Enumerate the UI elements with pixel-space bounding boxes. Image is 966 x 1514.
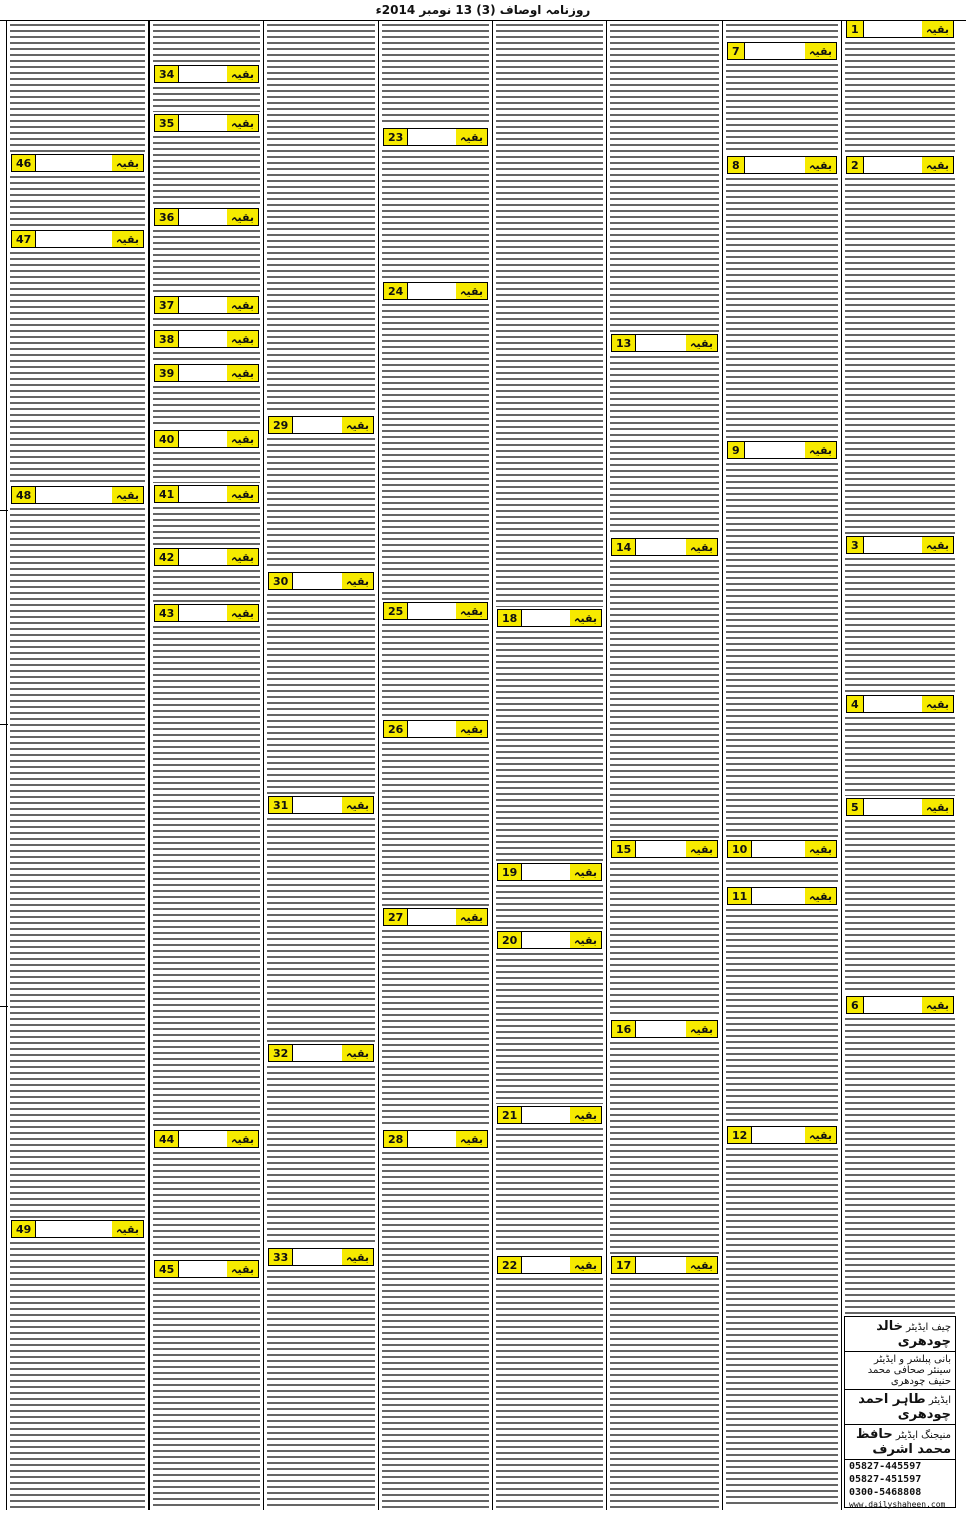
- article-text: [726, 1146, 838, 1508]
- article-text: [153, 568, 260, 602]
- tag-number: 18: [498, 610, 522, 626]
- continuation-tag: [497, 1256, 602, 1274]
- managing-editor-label: منیجنگ ایڈیٹر: [895, 1430, 951, 1441]
- chief-editor-name: خالد چودھری: [876, 1319, 951, 1349]
- tag-number: 44: [155, 1131, 179, 1147]
- continuation-tag: [154, 114, 259, 132]
- article-text: [153, 450, 260, 483]
- cut-mark: [0, 1006, 8, 1007]
- tag-number: 21: [498, 1107, 522, 1123]
- tag-number: 32: [269, 1045, 293, 1061]
- tag-number: 9: [728, 442, 745, 458]
- tag-label: بقیہ: [805, 841, 836, 857]
- tag-label: بقیہ: [227, 331, 258, 347]
- newspaper-page: [8, 20, 958, 1510]
- continuation-tag: [268, 572, 374, 590]
- continuation-tag: [611, 334, 718, 352]
- article-text: [845, 176, 955, 534]
- tag-label: بقیہ: [805, 888, 836, 904]
- tag-label: بقیہ: [805, 1127, 836, 1143]
- continuation-tag: [268, 1044, 374, 1062]
- continuation-tag: [11, 1220, 144, 1238]
- continuation-tag: [383, 602, 488, 620]
- tag-number: 3: [847, 537, 864, 553]
- article-text: [153, 22, 260, 63]
- article-text: [496, 629, 603, 861]
- continuation-tag: [497, 609, 602, 627]
- article-text: [610, 1040, 719, 1254]
- tag-label: بقیہ: [456, 1131, 487, 1147]
- tag-label: بقیہ: [686, 1021, 717, 1037]
- tag-number: 17: [612, 1257, 636, 1273]
- continuation-tag: [727, 441, 837, 459]
- continuation-tag: [154, 1130, 259, 1148]
- tag-label: بقیہ: [922, 157, 953, 173]
- article-text: [267, 592, 375, 794]
- article-text: [726, 860, 838, 885]
- continuation-tag: [611, 1020, 718, 1038]
- tag-label: بقیہ: [227, 1261, 258, 1277]
- article-text: [610, 22, 719, 332]
- article-text: [610, 860, 719, 1018]
- article-text: [267, 22, 375, 414]
- news-column: [6, 20, 149, 1510]
- tag-number: 24: [384, 283, 408, 299]
- tag-number: 4: [847, 696, 864, 712]
- tag-label: بقیہ: [922, 696, 953, 712]
- continuation-tag: [154, 1260, 259, 1278]
- tag-number: 7: [728, 43, 745, 59]
- continuation-tag: [727, 887, 837, 905]
- tag-number: 40: [155, 431, 179, 447]
- tag-label: بقیہ: [686, 1257, 717, 1273]
- article-text: [382, 1150, 489, 1508]
- tag-label: بقیہ: [227, 209, 258, 225]
- continuation-tag: [154, 208, 259, 226]
- tag-label: بقیہ: [227, 486, 258, 502]
- article-text: [267, 816, 375, 1042]
- tag-label: بقیہ: [342, 1045, 373, 1061]
- article-text: [726, 461, 838, 838]
- tag-number: 6: [847, 997, 864, 1013]
- article-text: [267, 436, 375, 570]
- chief-editor-label: چیف ایڈیٹر: [906, 1322, 951, 1333]
- tag-number: 28: [384, 1131, 408, 1147]
- continuation-tag: [383, 282, 488, 300]
- article-text: [496, 883, 603, 929]
- tag-number: 26: [384, 721, 408, 737]
- continuation-tag: [268, 1248, 374, 1266]
- continuation-tag: [846, 20, 954, 38]
- continuation-tag: [268, 416, 374, 434]
- cut-mark: [0, 724, 8, 725]
- tag-number: 22: [498, 1257, 522, 1273]
- article-text: [153, 85, 260, 112]
- tag-label: بقیہ: [227, 115, 258, 131]
- article-text: [496, 951, 603, 1104]
- news-column: [149, 20, 263, 1510]
- tag-number: 25: [384, 603, 408, 619]
- tag-number: 35: [155, 115, 179, 131]
- tag-label: بقیہ: [227, 297, 258, 313]
- article-text: [153, 228, 260, 294]
- continuation-tag: [727, 840, 837, 858]
- article-text: [496, 22, 603, 607]
- tag-number: 15: [612, 841, 636, 857]
- tag-label: بقیہ: [112, 155, 143, 171]
- tag-label: بقیہ: [112, 487, 143, 503]
- continuation-tag: [727, 156, 837, 174]
- tag-label: بقیہ: [227, 66, 258, 82]
- tag-label: بقیہ: [805, 442, 836, 458]
- tag-number: 46: [12, 155, 36, 171]
- tag-label: بقیہ: [922, 21, 953, 37]
- article-text: [726, 22, 838, 40]
- tag-number: 39: [155, 365, 179, 381]
- tag-label: بقیہ: [570, 1107, 601, 1123]
- tag-number: 48: [12, 487, 36, 503]
- news-column: [263, 20, 378, 1510]
- tag-label: بقیہ: [112, 231, 143, 247]
- article-text: [610, 354, 719, 536]
- tag-number: 33: [269, 1249, 293, 1265]
- article-text: [610, 1276, 719, 1508]
- tag-label: بقیہ: [570, 1257, 601, 1273]
- tag-number: 8: [728, 157, 745, 173]
- continuation-tag: [11, 154, 144, 172]
- tag-label: بقیہ: [922, 997, 953, 1013]
- news-column: [841, 20, 958, 1510]
- tag-number: 37: [155, 297, 179, 313]
- continuation-tag: [846, 798, 954, 816]
- tag-number: 36: [155, 209, 179, 225]
- tag-label: بقیہ: [456, 603, 487, 619]
- continuation-tag: [611, 1256, 718, 1274]
- continuation-tag: [383, 128, 488, 146]
- continuation-tag: [154, 296, 259, 314]
- continuation-tag: [383, 1130, 488, 1148]
- tag-number: 1: [847, 21, 864, 37]
- tag-number: 42: [155, 549, 179, 565]
- tag-label: بقیہ: [805, 43, 836, 59]
- cut-mark: [0, 510, 8, 511]
- continuation-tag: [727, 42, 837, 60]
- tag-number: 43: [155, 605, 179, 621]
- tag-label: بقیہ: [570, 864, 601, 880]
- tag-number: 2: [847, 157, 864, 173]
- phone-number: 05827-451597: [849, 1474, 922, 1485]
- tag-number: 19: [498, 864, 522, 880]
- article-text: [10, 250, 145, 484]
- continuation-tag: [11, 230, 144, 248]
- continuation-tag: [611, 538, 718, 556]
- phone-number: 0300-5468808: [849, 1487, 922, 1498]
- article-text: [267, 1064, 375, 1246]
- article-text: [153, 134, 260, 206]
- news-column: [378, 20, 492, 1510]
- article-text: [382, 622, 489, 718]
- editor-label: ایڈیٹر: [928, 1395, 951, 1406]
- article-text: [382, 928, 489, 1128]
- tag-label: بقیہ: [227, 549, 258, 565]
- tag-label: بقیہ: [456, 721, 487, 737]
- tag-label: بقیہ: [227, 365, 258, 381]
- masthead: [0, 0, 966, 21]
- tag-label: بقیہ: [456, 129, 487, 145]
- tag-label: بقیہ: [227, 605, 258, 621]
- news-column: [722, 20, 841, 1510]
- continuation-tag: [11, 486, 144, 504]
- tag-number: 30: [269, 573, 293, 589]
- news-column: [492, 20, 606, 1510]
- continuation-tag: [846, 695, 954, 713]
- tag-label: بقیہ: [805, 157, 836, 173]
- tag-label: بقیہ: [342, 797, 373, 813]
- continuation-tag: [154, 330, 259, 348]
- tag-label: بقیہ: [456, 909, 487, 925]
- article-text: [496, 1276, 603, 1508]
- article-text: [153, 350, 260, 362]
- tag-number: 23: [384, 129, 408, 145]
- article-text: [845, 556, 955, 693]
- continuation-tag: [846, 996, 954, 1014]
- continuation-tag: [383, 908, 488, 926]
- tag-number: 5: [847, 799, 864, 815]
- continuation-tag: [154, 65, 259, 83]
- tag-label: بقیہ: [342, 1249, 373, 1265]
- tag-number: 34: [155, 66, 179, 82]
- tag-number: 38: [155, 331, 179, 347]
- tag-label: بقیہ: [456, 283, 487, 299]
- tag-label: بقیہ: [686, 539, 717, 555]
- article-text: [382, 740, 489, 906]
- article-text: [267, 1268, 375, 1508]
- staff-credits-box: [844, 1316, 956, 1508]
- tag-number: 31: [269, 797, 293, 813]
- article-text: [153, 316, 260, 328]
- tag-label: بقیہ: [227, 1131, 258, 1147]
- editor-name: طاہر احمد چودھری: [858, 1392, 951, 1422]
- continuation-tag: [846, 536, 954, 554]
- article-text: [10, 506, 145, 1218]
- article-text: [845, 1016, 955, 1314]
- continuation-tag: [497, 863, 602, 881]
- tag-number: 12: [728, 1127, 752, 1143]
- tag-label: بقیہ: [686, 335, 717, 351]
- article-text: [382, 148, 489, 280]
- article-text: [726, 907, 838, 1124]
- tag-number: 20: [498, 932, 522, 948]
- article-text: [382, 22, 489, 126]
- managing-editor-name: حافظ محمد اشرف: [856, 1427, 951, 1457]
- continuation-tag: [727, 1126, 837, 1144]
- tag-label: بقیہ: [227, 431, 258, 447]
- article-text: [153, 624, 260, 1128]
- masthead-title: روزنامہ اوصاف (3) 13 نومبر 2014ء: [375, 3, 591, 17]
- continuation-tag: [611, 840, 718, 858]
- article-text: [726, 62, 838, 154]
- continuation-tag: [497, 1106, 602, 1124]
- article-text: [845, 715, 955, 796]
- tag-number: 29: [269, 417, 293, 433]
- tag-label: بقیہ: [570, 932, 601, 948]
- article-text: [153, 1280, 260, 1508]
- continuation-tag: [154, 364, 259, 382]
- tag-label: بقیہ: [342, 573, 373, 589]
- tag-number: 16: [612, 1021, 636, 1037]
- tag-number: 27: [384, 909, 408, 925]
- continuation-tag: [154, 548, 259, 566]
- continuation-tag: [268, 796, 374, 814]
- tag-number: 49: [12, 1221, 36, 1237]
- news-column: [606, 20, 722, 1510]
- tag-label: بقیہ: [922, 537, 953, 553]
- website[interactable]: www.dailyshaheen.com: [849, 1500, 946, 1509]
- continuation-tag: [846, 156, 954, 174]
- article-text: [153, 505, 260, 546]
- article-text: [153, 384, 260, 428]
- article-text: [610, 558, 719, 838]
- tag-label: بقیہ: [342, 417, 373, 433]
- tag-label: بقیہ: [686, 841, 717, 857]
- continuation-tag: [383, 720, 488, 738]
- article-text: [382, 302, 489, 600]
- article-text: [10, 1240, 145, 1508]
- article-text: [496, 1126, 603, 1254]
- article-text: [845, 818, 955, 994]
- phone-number: 05827-445597: [849, 1461, 922, 1472]
- tag-label: بقیہ: [922, 799, 953, 815]
- continuation-tag: [154, 430, 259, 448]
- tag-number: 13: [612, 335, 636, 351]
- continuation-tag: [497, 931, 602, 949]
- tag-label: بقیہ: [570, 610, 601, 626]
- article-text: [10, 174, 145, 228]
- tag-number: 41: [155, 486, 179, 502]
- tag-number: 14: [612, 539, 636, 555]
- tag-number: 10: [728, 841, 752, 857]
- article-text: [845, 40, 955, 154]
- tag-label: بقیہ: [112, 1221, 143, 1237]
- article-text: [726, 176, 838, 439]
- article-text: [153, 1150, 260, 1258]
- continuation-tag: [154, 485, 259, 503]
- publisher-line: بانی پبلشر و ایڈیٹر سینئر صحافی محمد حنیف چودھری: [845, 1352, 955, 1390]
- continuation-tag: [154, 604, 259, 622]
- tag-number: 45: [155, 1261, 179, 1277]
- tag-number: 47: [12, 231, 36, 247]
- tag-number: 11: [728, 888, 752, 904]
- article-text: [10, 22, 145, 152]
